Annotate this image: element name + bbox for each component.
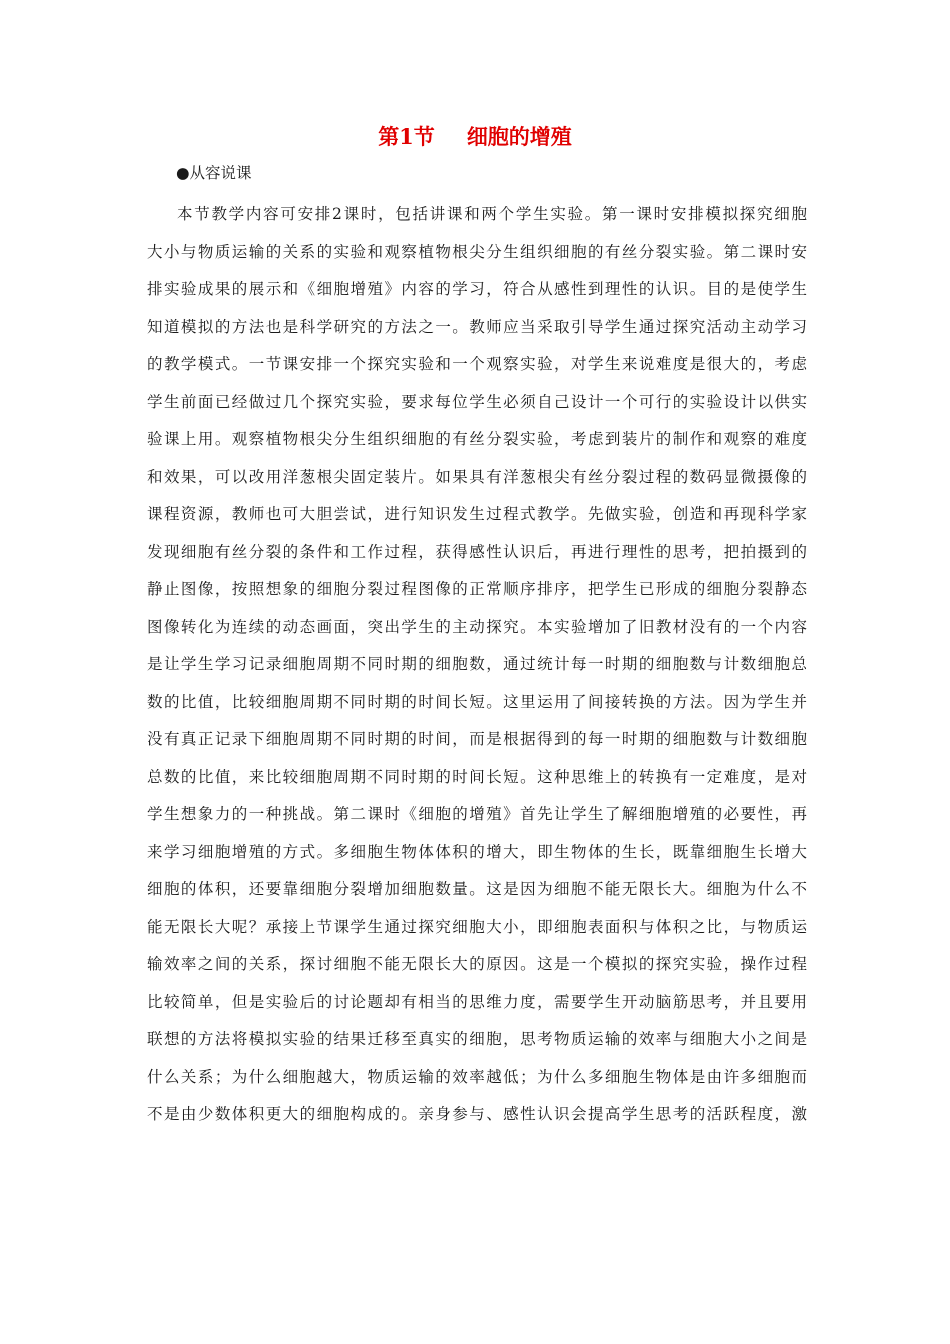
body-line: 验课上用。观察植物根尖分生组织细胞的有丝分裂实验，考虑到装片的制作和观察的难度: [147, 430, 807, 448]
body-line: 输效率之间的关系，探讨细胞不能无限长大的原因。这是一个模拟的探究实验，操作过程: [147, 955, 807, 973]
body-line: 来学习细胞增殖的方式。多细胞生物体体积的增大，即生物体的生长，既靠细胞生长增大: [147, 842, 807, 861]
title-topic: 细胞的增殖: [466, 124, 572, 149]
body-line: 联想的方法将模拟实验的结果迁移至真实的细胞，思考物质运输的效率与细胞大小之间是: [147, 1030, 807, 1048]
body-line: 本节教学内容可安排2课时，包括讲课和两个学生实验。第一课时安排模拟探究细胞: [177, 205, 807, 223]
body-line: 静止图像，按照想象的细胞分裂过程图像的正常顺序排序，把学生已形成的细胞分裂静态: [147, 580, 807, 598]
title-section-number: 第1节: [378, 124, 435, 149]
body-line: 学生前面已经做过几个探究实验，要求每位学生必须自己设计一个可行的实验设计以供实: [147, 392, 807, 411]
body-line: 知道模拟的方法也是科学研究的方法之一。教师应当采取引导学生通过探究活动主动学习: [147, 317, 807, 336]
body-line: 没有真正记录下细胞周期不同时期的时间，而是根据得到的每一时期的细胞数与计数细胞: [147, 730, 807, 748]
body-line: 比较简单，但是实验后的讨论题却有相当的思维力度，需要学生开动脑筋思考，并且要用: [147, 992, 807, 1011]
body-line: 和效果，可以改用洋葱根尖固定装片。如果具有洋葱根尖有丝分裂过程的数码显微摄像的: [147, 467, 807, 486]
body-line: 总数的比值，来比较细胞周期不同时期的时间长短。这种思维上的转换有一定难度，是对: [147, 767, 807, 786]
body-line: 细胞的体积，还要靠细胞分裂增加细胞数量。这是因为细胞不能无限长大。细胞为什么不: [147, 880, 807, 898]
body-line: 发现细胞有丝分裂的条件和工作过程，获得感性认识后，再进行理性的思考，把拍摄到的: [147, 542, 807, 561]
body-line: 是让学生学习记录细胞周期不同时期的细胞数，通过统计每一时期的细胞数与计数细胞总: [147, 655, 807, 673]
body-line: 数的比值，比较细胞周期不同时期的时间长短。这里运用了间接转换的方法。因为学生并: [147, 692, 807, 711]
body-line: 课程资源，教师也可大胆尝试，进行知识发生过程式教学。先做实验，创造和再现科学家: [147, 505, 807, 523]
body-line: 能无限长大呢？承接上节课学生通过探究细胞大小，即细胞表面积与体积之比，与物质运: [147, 917, 807, 936]
section-heading: ●从容说课: [176, 164, 252, 182]
body-paragraph: [147, 196, 807, 1134]
page-title: [0, 122, 950, 152]
body-line: 图像转化为连续的动态画面，突出学生的主动探究。本实验增加了旧教材没有的一个内容: [147, 617, 807, 636]
body-line: 不是由少数体积更大的细胞构成的。亲身参与、感性认识会提高学生思考的活跃程度，激: [147, 1105, 807, 1123]
body-line: 什么关系；为什么细胞越大，物质运输的效率越低；为什么多细胞生物体是由许多细胞而: [147, 1067, 807, 1086]
body-line: 的教学模式。一节课安排一个探究实验和一个观察实验，对学生来说难度是很大的，考虑: [147, 355, 807, 373]
body-line: 大小与物质运输的关系的实验和观察植物根尖分生组织细胞的有丝分裂实验。第二课时安: [147, 242, 807, 261]
body-line: 排实验成果的展示和《细胞增殖》内容的学习，符合从感性到理性的认识。目的是使学生: [147, 280, 807, 298]
body-line: 学生想象力的一种挑战。第二课时《细胞的增殖》首先让学生了解细胞增殖的必要性，再: [147, 805, 807, 823]
